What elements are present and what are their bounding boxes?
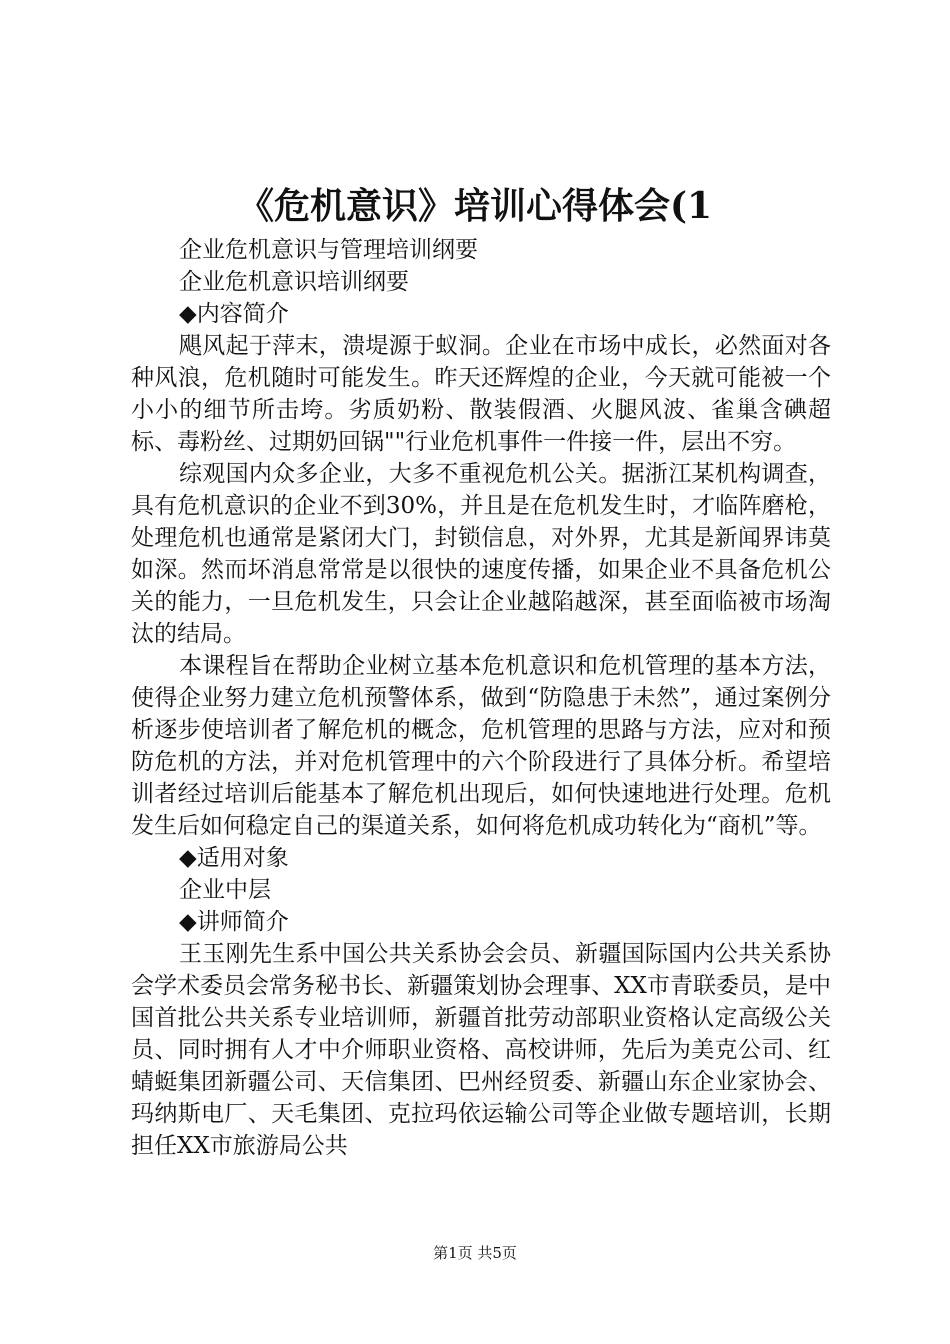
paragraph-intro-2: 综观国内众多企业，大多不重视危机公关。据浙江某机构调查，具有危机意识的企业不到30%，并且是在危机发生时，才临阵磨枪，处理危机也通常是紧闭大门，封锁信息，对外界，尤其是新闻界讳莫如深。然而坏消息常常是以很快的速度传播，如果企业不具备危机公关的能力，一旦危机发生，只会让企业越陷越深，甚至面临被市场淘汰的结局。 bbox=[131, 461, 831, 647]
paragraph-intro-3: 本课程旨在帮助企业树立基本危机意识和危机管理的基本方法，使得企业努力建立危机预警体系，做到“防隐患于未然”，通过案例分析逐步使培训者了解危机的概念，危机管理的思路与方法，应对和预防危机的方法，并对危机管理中的六个阶段进行了具体分析。希望培训者经过培训后能基本了解危机出现后，如何快速地进行处理。危机发生后如何稳定自己的渠道关系，如何将危机成功转化为“商机”等。 bbox=[131, 653, 831, 839]
section-heading-intro: ◆内容简介 bbox=[179, 301, 289, 327]
paragraph-lecturer: 王玉刚先生系中国公共关系协会会员、新疆国际国内公共关系协会学术委员会常务秘书长、新疆策划协会理事、XX市青联委员，是中国首批公共关系专业培训师，新疆首批劳动部职业资格认定高级公关员、同时拥有人才中介师职业资格、高校讲师，先后为美克公司、红蜻蜓集团新疆公司、天信集团、巴州经贸委、新疆山东企业家协会、玛纳斯电厂、天毛集团、克拉玛依运输公司等企业做专题培训，长期担任XX市旅游局公共 bbox=[131, 941, 831, 1159]
section-heading-lecturer: ◆讲师简介 bbox=[179, 909, 289, 935]
page-number: 第1页 共5页 bbox=[433, 1244, 517, 1262]
document-body bbox=[131, 234, 831, 1162]
document-title: 《危机意识》培训心得体会(1 bbox=[237, 185, 713, 227]
paragraph-intro-1: 飓风起于萍末，溃堤源于蚁洞。企业在市场中成长，必然面对各种风浪，危机随时可能发生。昨天还辉煌的企业，今天就可能被一个小小的细节所击垮。劣质奶粉、散装假酒、火腿风波、雀巢含碘超标、毒粉丝、过期奶回锅""行业危机事件一件接一件，层出不穷。 bbox=[131, 333, 831, 455]
paragraph-subtitle-1: 企业危机意识与管理培训纲要 bbox=[179, 237, 478, 263]
paragraph-subtitle-2: 企业危机意识培训纲要 bbox=[179, 269, 409, 295]
section-heading-audience: ◆适用对象 bbox=[179, 845, 289, 871]
paragraph-audience: 企业中层 bbox=[179, 877, 271, 903]
